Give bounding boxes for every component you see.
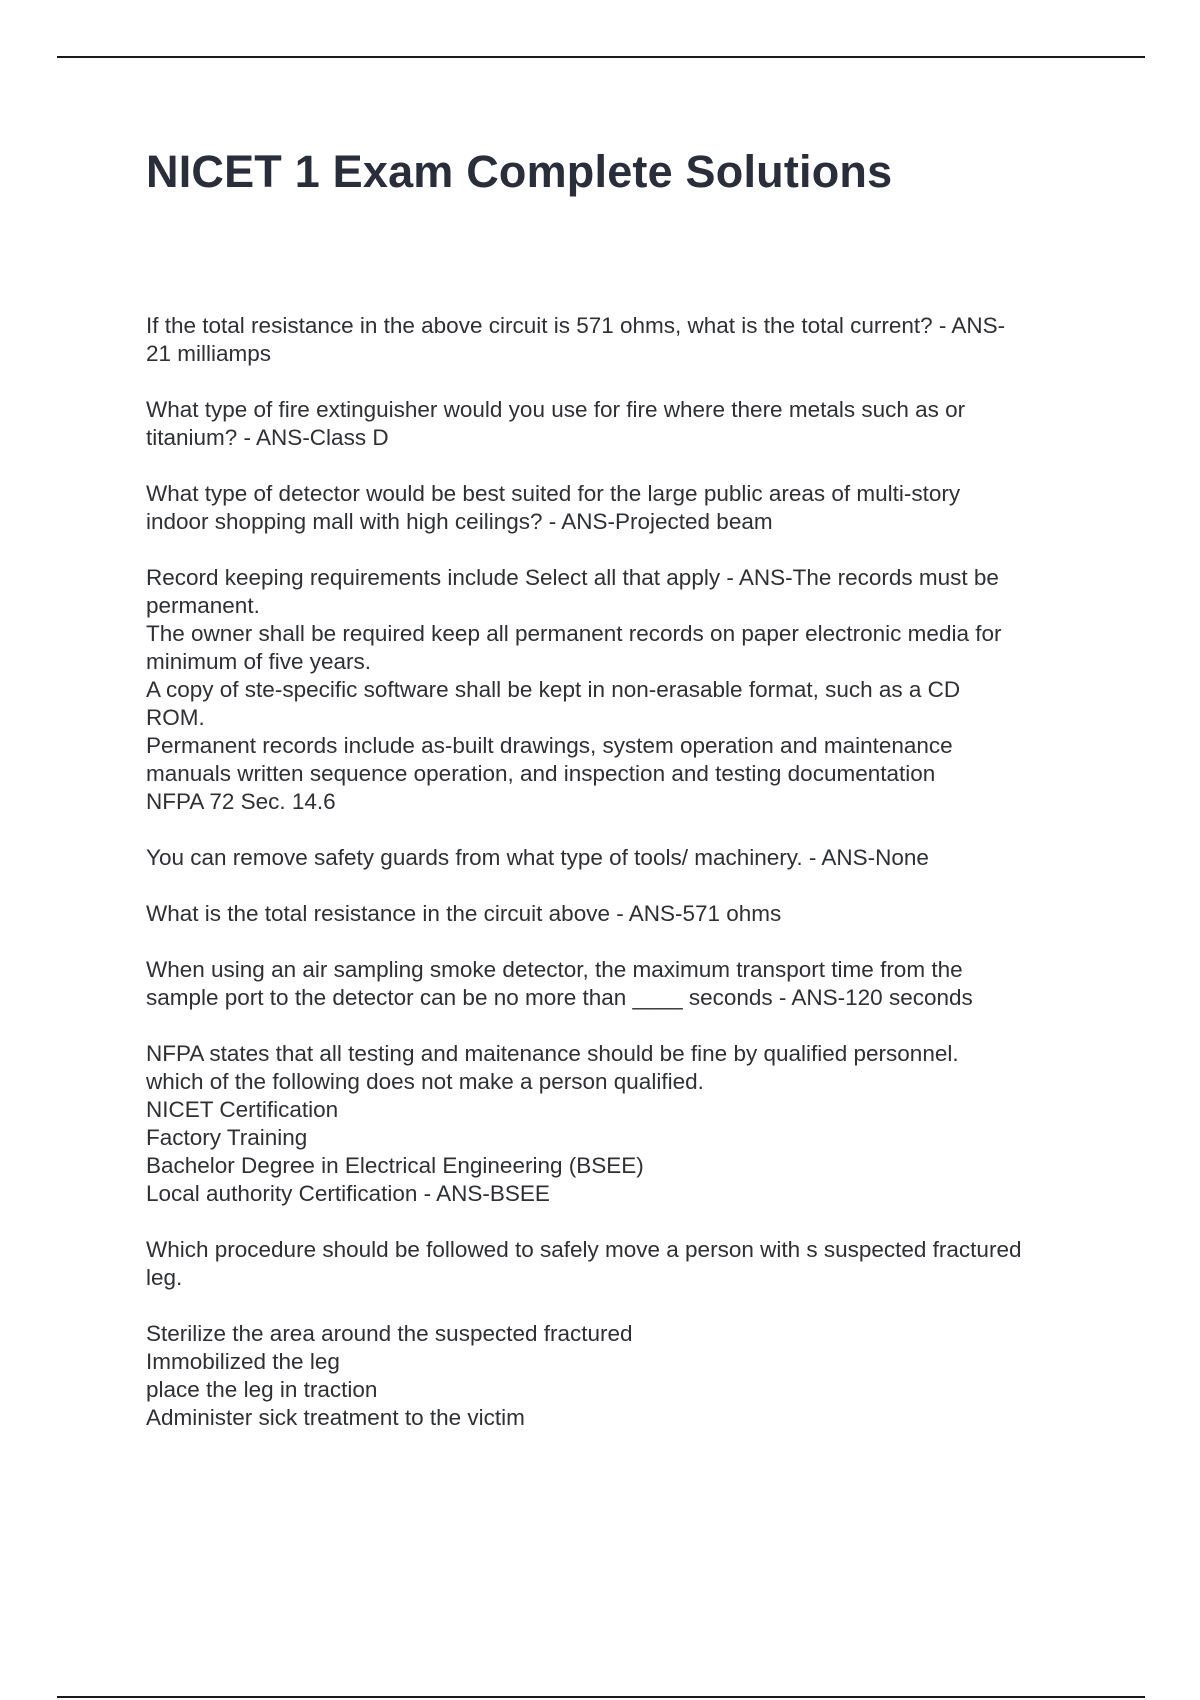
text-line: The owner shall be required keep all permanent records on paper electronic media for bbox=[146, 621, 1002, 646]
text-line: titanium? - ANS-Class D bbox=[146, 425, 389, 450]
text-line: Immobilized the leg bbox=[146, 1349, 340, 1374]
text-line: NFPA states that all testing and maitenance should be fine by qualified personnel. bbox=[146, 1041, 959, 1066]
qa-entry bbox=[146, 312, 1096, 368]
text-line: manuals written sequence operation, and inspection and testing documentation bbox=[146, 761, 936, 786]
text-line: Record keeping requirements include Select all that apply - ANS-The records must be bbox=[146, 565, 999, 590]
qa-entry bbox=[146, 1320, 1096, 1432]
text-line: sample port to the detector can be no more than ____ seconds - ANS-120 seconds bbox=[146, 985, 973, 1010]
text-line: If the total resistance in the above circuit is 571 ohms, what is the total current? - ANS- bbox=[146, 313, 1006, 338]
text-line: You can remove safety guards from what type of tools/ machinery. - ANS-None bbox=[146, 845, 929, 870]
document-title: NICET 1 Exam Complete Solutions bbox=[146, 146, 893, 197]
qa-entry bbox=[146, 564, 1096, 816]
text-line: Permanent records include as-built drawings, system operation and maintenance bbox=[146, 733, 953, 758]
text-line: Administer sick treatment to the victim bbox=[146, 1405, 525, 1430]
text-line: When using an air sampling smoke detector, the maximum transport time from the bbox=[146, 957, 963, 982]
text-line: What type of fire extinguisher would you use for fire where there metals such as or bbox=[146, 397, 966, 422]
qa-entry bbox=[146, 1236, 1096, 1292]
text-line: which of the following does not make a person qualified. bbox=[146, 1069, 704, 1094]
text-line: indoor shopping mall with high ceilings? - ANS-Projected beam bbox=[146, 509, 773, 534]
text-line: leg. bbox=[146, 1265, 183, 1290]
text-line: NFPA 72 Sec. 14.6 bbox=[146, 789, 336, 814]
text-line: Sterilize the area around the suspected fractured bbox=[146, 1321, 633, 1346]
qa-entry bbox=[146, 956, 1096, 1012]
text-line: permanent. bbox=[146, 593, 260, 618]
text-line: ROM. bbox=[146, 705, 205, 730]
text-line: Local authority Certification - ANS-BSEE bbox=[146, 1181, 550, 1206]
top-rule bbox=[57, 56, 1145, 58]
text-line: A copy of ste-specific software shall be kept in non-erasable format, such as a CD bbox=[146, 677, 961, 702]
qa-entry bbox=[146, 900, 1096, 928]
qa-entry bbox=[146, 844, 1096, 872]
text-line: What type of detector would be best suited for the large public areas of multi-story bbox=[146, 481, 961, 506]
qa-entry bbox=[146, 396, 1096, 452]
text-line: Bachelor Degree in Electrical Engineering (BSEE) bbox=[146, 1153, 644, 1178]
bottom-rule bbox=[57, 1696, 1145, 1698]
text-line: NICET Certification bbox=[146, 1097, 339, 1122]
text-line: minimum of five years. bbox=[146, 649, 372, 674]
text-line: Factory Training bbox=[146, 1125, 308, 1150]
qa-entry bbox=[146, 1040, 1096, 1208]
document-body bbox=[146, 312, 1096, 1460]
text-line: place the leg in traction bbox=[146, 1377, 378, 1402]
text-line: Which procedure should be followed to safely move a person with s suspected fractured bbox=[146, 1237, 1022, 1262]
text-line: What is the total resistance in the circuit above - ANS-571 ohms bbox=[146, 901, 782, 926]
qa-entry bbox=[146, 480, 1096, 536]
text-line: 21 milliamps bbox=[146, 341, 272, 366]
